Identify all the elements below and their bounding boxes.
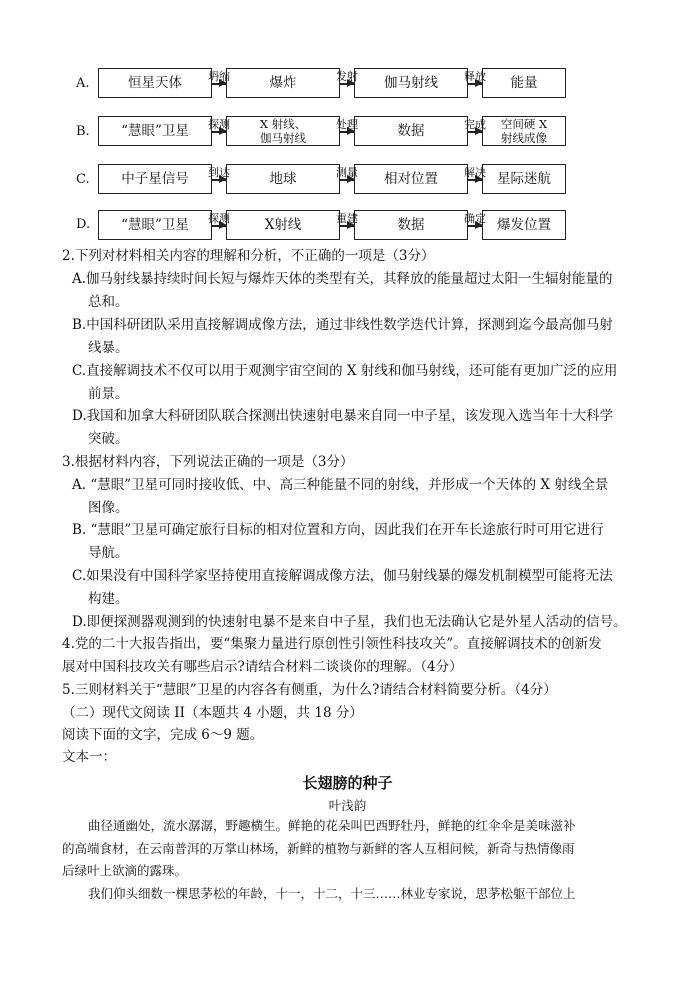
edge-label: 坍缩 [208,70,230,83]
node-explosion: 爆炸 [226,68,340,98]
edge-label: 释放 [464,70,486,83]
edge-label: 重建 [336,212,358,225]
question-4-line-2: 展对中国科技攻关有哪些启示?请结合材料二谈谈你的理解。（4分） [62,659,463,675]
question-3-option-a: A. “慧眼”卫星可同时接收低、中、高三种能量不同的射线，并形成一个天体的 X 射线全景 [72,477,609,493]
question-3-option-b-cont: 导航。 [88,545,129,561]
question-3-option-c: C.如果没有中国科学家坚持使用直接解调成像方法，伽马射线暴的爆发机制模型可能将无法 [72,568,613,584]
question-3-option-d: D.即便探测器观测到的快速射电暴不是来自中子星，我们也无法确认它是外星人活动的信号。 [72,614,627,630]
section-heading: （二）现代文阅读 II（本题共 4 小题，共 18 分） [62,705,363,721]
article-title: 长翅膀的种子 [302,774,393,792]
text-label: 文本一： [62,749,116,765]
question-2-option-c: C.直接解调技术不仅可以用于观测宇宙空间的 X 射线和伽马射线，还可能有更加广泛的应用 [72,363,618,379]
node-stellar-body: 恒星天体 [98,68,212,98]
paragraph-2-line-1: 我们仰头细数一棵思茅松的年龄，十一，十二，十三……林业专家说，思茅松躯干部位上 [88,886,576,901]
edge-label: 解决 [464,166,486,179]
question-2-option-c-cont: 前景。 [88,386,129,402]
edge-label: 探测 [208,118,230,131]
option-letter-a: A. [76,76,90,91]
node-interstellar-trek: 星际迷航 [482,164,566,194]
question-2-stem: 2.下列对材料相关内容的理解和分析，不正确的一项是（3分） [62,248,435,264]
edge-label: 发射 [336,70,358,83]
question-2-option-d: D.我国和加拿大科研团队联合探测出快速射电暴来自同一中子星，该发现入选当年十大科学 [72,408,614,424]
option-letter-c: C. [76,172,90,187]
node-huiyan-satellite: “慧眼”卫星 [98,116,212,146]
question-4-line-1: 4.党的二十大报告指出，要“集聚力量进行原创性引领性科技攻关”。直接解调技术的创新发 [62,636,602,652]
node-energy: 能量 [482,68,566,98]
edge-label: 完成 [464,118,486,131]
node-huiyan-satellite-2: “慧眼”卫星 [98,210,212,240]
paragraph-1-line-1: 曲径通幽处，流水潺潺，野趣横生。鲜艳的花朵叫巴西野牡丹，鲜艳的红伞伞是美味滋补 [88,818,576,833]
node-x-ray: X射线 [226,210,340,240]
node-data: 数据 [354,116,468,146]
question-2-option-d-cont: 突破。 [88,431,129,447]
question-3-option-b: B. “慧眼”卫星可确定旅行目标的相对位置和方向，因此我们在开车长途旅行时可用它进行 [72,522,604,538]
node-hard-x-imaging: 空间硬 X 射线成像 [482,116,566,146]
section-instruction: 阅读下面的文字，完成 6～9 题。 [62,727,264,743]
edge-label: 探测 [208,212,230,225]
option-letter-d: D. [76,217,91,232]
question-3-option-a-cont: 图像。 [88,500,129,516]
question-5: 5.三则材料关于“慧眼”卫星的内容各有侧重，为什么?请结合材料简要分析。（4分） [62,682,557,698]
question-2-option-b: B.中国科研团队采用直接解调成像方法，通过非线性数学迭代计算，探测到迄今最高伽马射 [72,317,613,333]
node-burst-position: 爆发位置 [482,210,566,240]
edge-label: 确定 [464,212,486,225]
node-neutron-signal: 中子星信号 [98,164,212,194]
node-earth: 地球 [226,164,340,194]
edge-label: 测量 [336,166,358,179]
node-x-gamma-rays: X 射线、 伽马射线 [226,116,340,146]
paragraph-1-line-2: 的高端食材，在云南普洱的万掌山林场，新鲜的植物与新鲜的客人互相问候，新奇与热情像雨 [62,841,575,856]
node-data-2: 数据 [354,210,468,240]
option-letter-b: B. [76,124,90,139]
question-2-option-b-cont: 线暴。 [88,340,129,356]
node-relative-position: 相对位置 [354,164,468,194]
question-3-stem: 3.根据材料内容，下列说法正确的一项是（3分） [62,454,354,470]
question-2-option-a-cont: 总和。 [88,294,129,310]
question-3-option-c-cont: 构建。 [88,591,129,607]
paragraph-1-line-3: 后绿叶上欲滴的露珠。 [62,863,188,878]
article-author: 叶浅韵 [328,798,367,813]
edge-label: 处理 [336,118,358,131]
question-2-option-a: A.伽马射线暴持续时间长短与爆炸天体的类型有关，其释放的能量超过太阳一生辐射能量的 [72,271,613,287]
node-gamma-ray: 伽马射线 [354,68,468,98]
edge-label: 到达 [208,166,230,179]
